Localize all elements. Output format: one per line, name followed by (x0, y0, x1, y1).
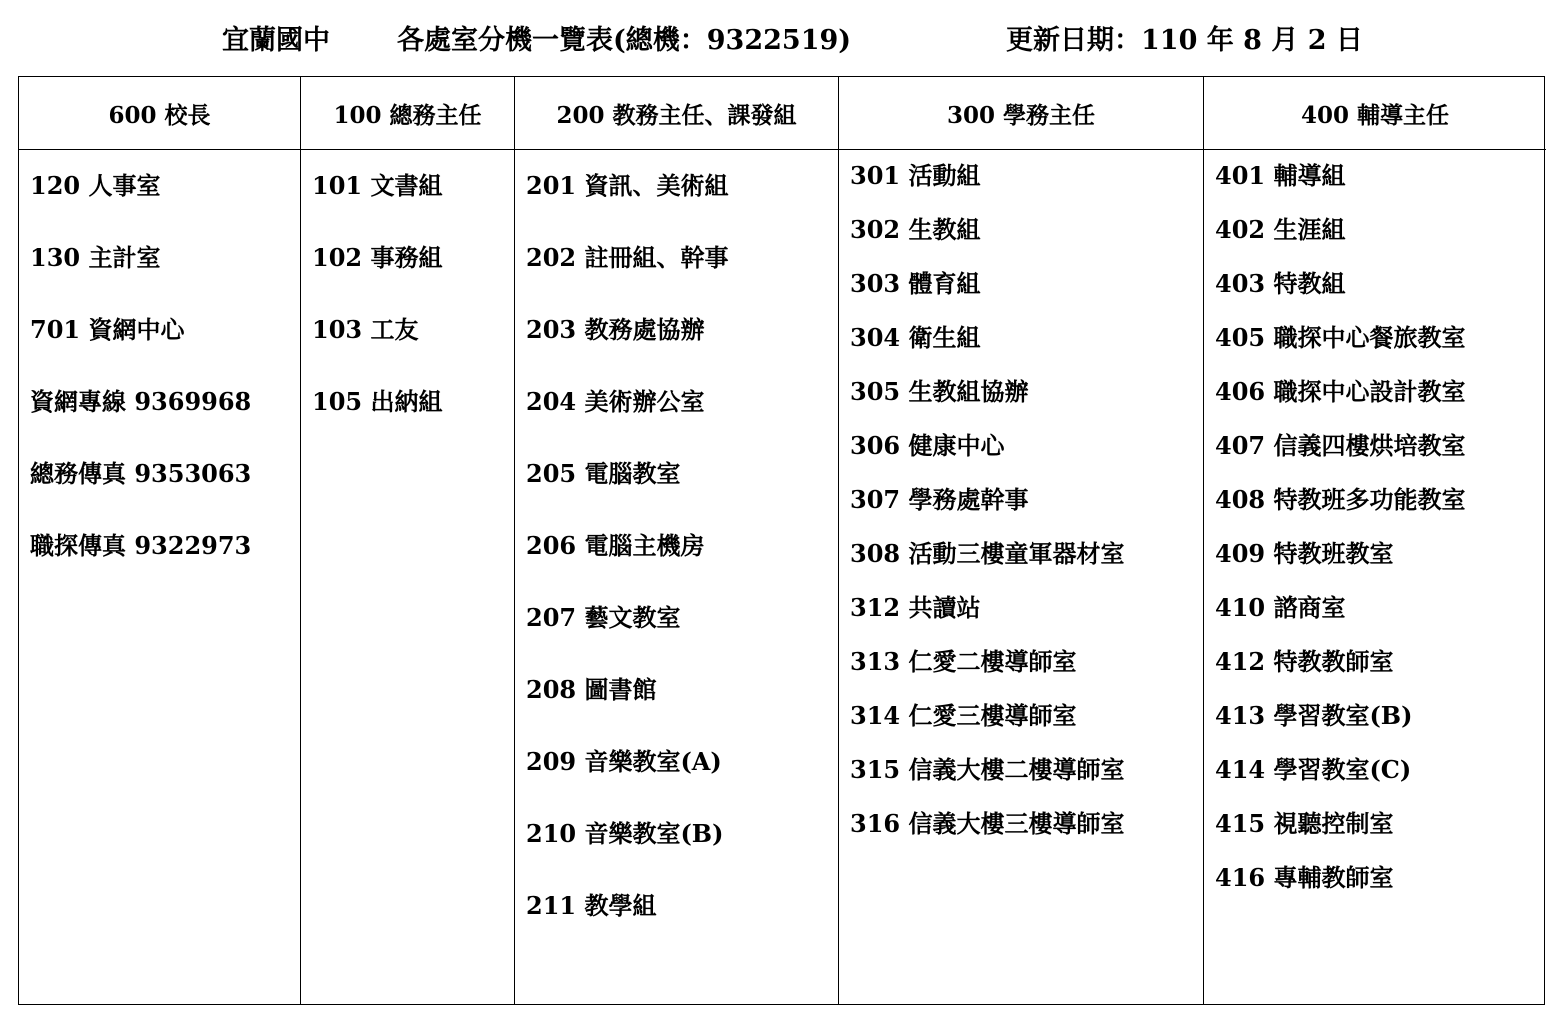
extension-entry: 203 教務處協辦 (526, 315, 705, 344)
extension-entry: 316 信義大樓三樓導師室 (850, 809, 1125, 838)
column-student-affairs (838, 77, 1203, 1004)
extension-entry: 308 活動三樓童軍器材室 (850, 539, 1125, 568)
column-header: 300 學務主任 (839, 77, 1203, 150)
page-title (0, 18, 1563, 64)
extension-entry: 410 諮商室 (1215, 593, 1346, 622)
extension-entry: 701 資網中心 (30, 315, 185, 344)
extension-entry: 416 專輔教師室 (1215, 863, 1394, 892)
extension-entry: 305 生教組協辦 (850, 377, 1029, 406)
extension-entry: 408 特教班多功能教室 (1215, 485, 1466, 514)
extension-entry: 職探傳真 9322973 (30, 531, 252, 560)
extension-entry: 209 音樂教室(A) (526, 747, 722, 776)
extension-entry: 105 出納組 (312, 387, 443, 416)
directory-title: 各處室分機一覽表(總機：9322519) (397, 25, 852, 56)
extension-entry: 413 學習教室(B) (1215, 701, 1413, 730)
extension-entry: 301 活動組 (850, 161, 981, 190)
column-principal (19, 77, 300, 1004)
extension-entry: 303 體育組 (850, 269, 981, 298)
extension-entry: 120 人事室 (30, 171, 161, 200)
column-header: 100 總務主任 (301, 77, 514, 150)
column-counseling (1203, 77, 1546, 1004)
extension-entry: 211 教學組 (526, 891, 657, 920)
extension-entry: 402 生涯組 (1215, 215, 1346, 244)
extension-entry: 306 健康中心 (850, 431, 1005, 460)
extension-list (515, 150, 838, 956)
extension-table (18, 76, 1545, 1005)
extension-entry: 307 學務處幹事 (850, 485, 1029, 514)
extension-entry: 210 音樂教室(B) (526, 819, 724, 848)
extension-entry: 資網專線 9369968 (30, 387, 252, 416)
extension-entry: 207 藝文教室 (526, 603, 681, 632)
column-academic-affairs (514, 77, 838, 1004)
extension-list (301, 150, 514, 452)
extension-entry: 401 輔導組 (1215, 161, 1346, 190)
extension-entry: 201 資訊、美術組 (526, 171, 729, 200)
extension-entry: 406 職探中心設計教室 (1215, 377, 1466, 406)
extension-entry: 412 特教教師室 (1215, 647, 1394, 676)
extension-entry: 415 視聽控制室 (1215, 809, 1394, 838)
extension-entry: 103 工友 (312, 315, 419, 344)
column-header: 400 輔導主任 (1204, 77, 1546, 150)
update-date: 更新日期：110 年 8 月 2 日 (1006, 25, 1363, 56)
extension-entry: 202 註冊組、幹事 (526, 243, 729, 272)
extension-entry: 312 共讀站 (850, 593, 981, 622)
column-general-affairs (300, 77, 514, 1004)
school-name: 宜蘭國中 (222, 25, 330, 56)
extension-entry: 409 特教班教室 (1215, 539, 1394, 568)
extension-entry: 206 電腦主機房 (526, 531, 705, 560)
extension-entry: 208 圖書館 (526, 675, 657, 704)
extension-entry: 315 信義大樓二樓導師室 (850, 755, 1125, 784)
extension-entry: 414 學習教室(C) (1215, 755, 1412, 784)
extension-list (19, 150, 300, 596)
extension-entry: 314 仁愛三樓導師室 (850, 701, 1077, 730)
column-header: 600 校長 (19, 77, 300, 150)
extension-entry: 313 仁愛二樓導師室 (850, 647, 1077, 676)
extension-entry: 304 衛生組 (850, 323, 981, 352)
extension-entry: 205 電腦教室 (526, 459, 681, 488)
extension-list (839, 150, 1203, 856)
extension-entry: 130 主計室 (30, 243, 161, 272)
extension-entry: 總務傳真 9353063 (30, 459, 252, 488)
extension-entry: 403 特教組 (1215, 269, 1346, 298)
extension-list (1204, 150, 1546, 910)
extension-entry: 101 文書組 (312, 171, 443, 200)
extension-entry: 405 職探中心餐旅教室 (1215, 323, 1466, 352)
extension-entry: 302 生教組 (850, 215, 981, 244)
extension-entry: 407 信義四樓烘培教室 (1215, 431, 1466, 460)
extension-entry: 204 美術辦公室 (526, 387, 705, 416)
column-header: 200 教務主任、課發組 (515, 77, 838, 150)
extension-entry: 102 事務組 (312, 243, 443, 272)
